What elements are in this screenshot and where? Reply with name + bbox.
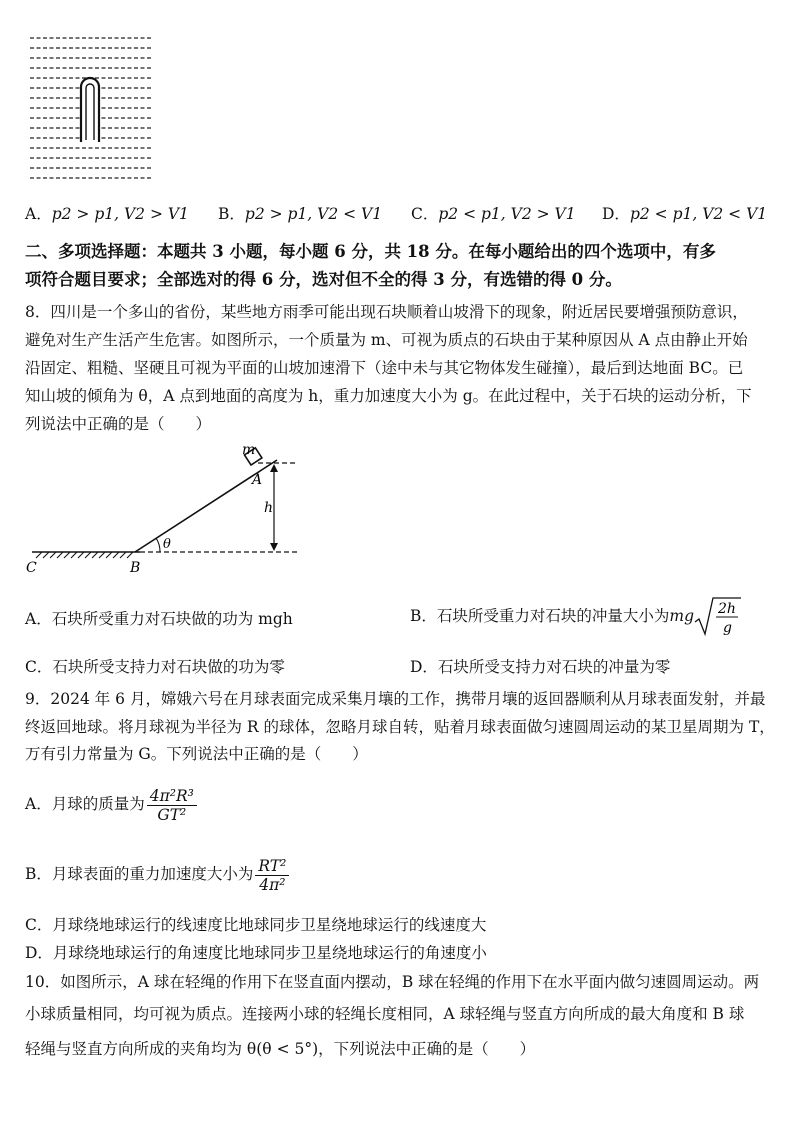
q9-line3: 万有引力常量为 G。下列说法中正确的是（ ） xyxy=(25,745,368,763)
q8-line3: 沿固定、粗糙、坚硬且可视为平面的山坡加速滑下（途中未与其它物体发生碰撞），最后到达地面 BC。已 xyxy=(25,359,744,377)
label-b: B xyxy=(130,560,141,576)
q8-option-d[interactable]: D．石块所受支持力对石块的冲量为零 xyxy=(410,658,671,676)
section2-heading-line1: 二、多项选择题：本题共 3 小题，每小题 6 分，共 18 分。在每小题给出的四个选项中，有多 xyxy=(25,242,716,261)
q9-option-c[interactable]: C．月球绕地球运行的线速度比地球同步卫星绕地球运行的线速度大 xyxy=(25,916,487,934)
q9-option-b[interactable]: B．月球表面的重力加速度大小为 $\frac{\text{RT²}}{\text{4π²}}$ xyxy=(25,853,289,895)
label-h: h xyxy=(264,500,274,516)
q7-option-b[interactable]: B．p2 > p1, V2 < V1 xyxy=(218,205,383,223)
q10-line3: 轻绳与竖直方向所成的夹角均为 θ(θ < 5°)，下列说法中正确的是（ ） xyxy=(25,1040,536,1058)
sqrt-symbol xyxy=(694,596,742,638)
q7-option-d[interactable]: D．p2 < p1, V2 < V1 xyxy=(602,205,768,223)
q9-line1: 9．2024 年 6 月，嫦娥六号在月球表面完成采集月壤的工作，携带月壤的返回器顺利从月球表面发射，并最 xyxy=(25,690,766,708)
q9-b-fraction: $\frac{\text{RT²}}{\text{4π²}}$ xyxy=(255,857,289,894)
inverted-u-tube xyxy=(81,78,99,142)
label-m: m xyxy=(242,442,256,458)
label-a: A xyxy=(252,472,263,488)
q10-line2: 小球质量相同，均可视为质点。连接两小球的轻绳长度相同，A 球轻绳与竖直方向所成的最大角度和 B 球 xyxy=(25,1005,745,1023)
q7-option-a[interactable]: A．p2 > p1, V2 > V1 xyxy=(25,205,189,223)
label-c: C xyxy=(26,560,37,576)
label-theta: θ xyxy=(163,537,171,552)
q7-option-c[interactable]: C．p2 < p1, V2 > V1 xyxy=(411,205,576,223)
q8-option-b[interactable]: B．石块所受重力对石块的冲量大小为mg 2h g xyxy=(410,596,742,638)
q9-line2: 终返回地球。将月球视为半径为 R 的球体，忽略月球自转，贴着月球表面做匀速圆周运动的某卫星周期为 T， xyxy=(25,718,775,736)
sqrt-denominator: g xyxy=(723,620,732,636)
q8-option-c[interactable]: C．石块所受支持力对石块做的功为零 xyxy=(25,658,285,676)
tube-in-liquid-figure xyxy=(28,32,158,182)
ground-hatching xyxy=(36,552,133,558)
q8-option-a[interactable]: A．石块所受重力对石块做的功为 mgh xyxy=(25,610,293,628)
sqrt-numerator: 2h xyxy=(718,601,736,617)
q9-option-d[interactable]: D．月球绕地球运行的角速度比地球同步卫星绕地球运行的角速度小 xyxy=(25,944,487,962)
q8-line1: 8．四川是一个多山的省份，某些地方雨季可能出现石块顺着山坡滑下的现象，附近居民要增强预防意识， xyxy=(25,303,748,321)
q9-a-fraction: $\frac{\text{4π²R³}}{\text{GT²}}$ xyxy=(147,787,197,824)
q8-line2: 避免对生产生活产生危害。如图所示，一个质量为 m、可视为质点的石块由于某种原因从 A 点由静止开始 xyxy=(25,331,748,349)
q9-option-a[interactable]: A．月球的质量为 $\frac{\text{4π²R³}}{\text{GT²}}$ xyxy=(25,783,197,825)
q10-line1: 10．如图所示，A 球在轻绳的作用下在竖直面内摆动，B 球在轻绳的作用下在水平面内做匀速圆周运动。两 xyxy=(25,973,760,991)
q8-line4: 知山坡的倾角为 θ，A 点到地面的高度为 h，重力加速度大小为 g。在此过程中，关于石块的运动分析，下 xyxy=(25,387,752,405)
section2-heading-line2: 项符合题目要求；全部选对的得 6 分，选对但不全的得 3 分，有选错的得 0 分。 xyxy=(25,270,622,289)
slope-figure xyxy=(22,440,302,580)
q8-line5: 列说法中正确的是（ ） xyxy=(25,415,212,433)
